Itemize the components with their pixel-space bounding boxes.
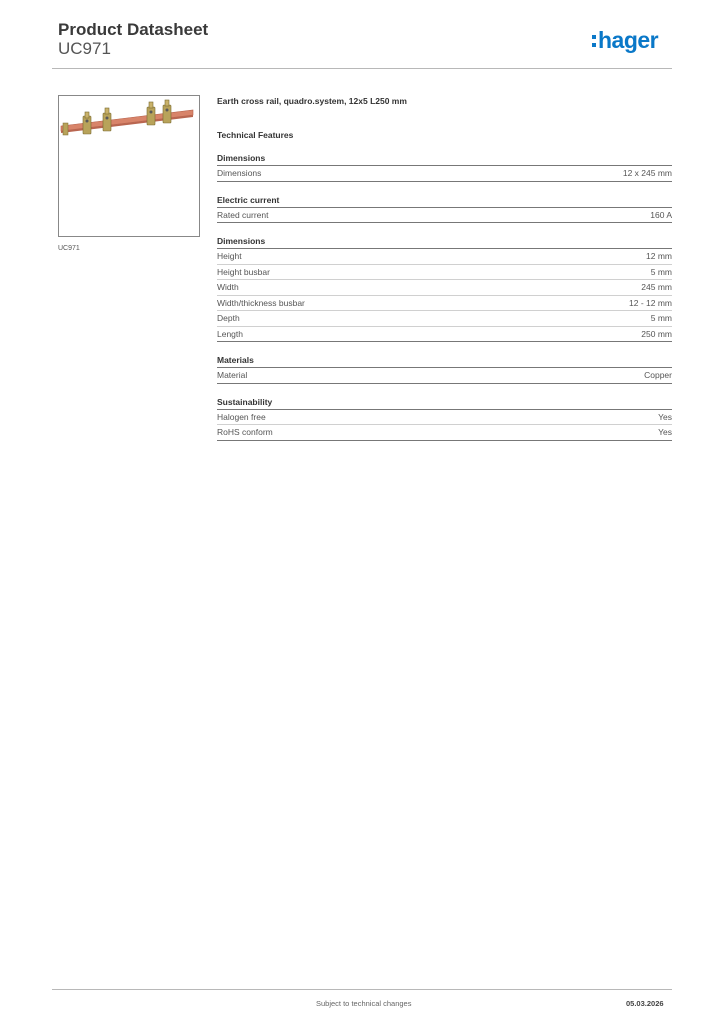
spec-value: 12 mm bbox=[646, 251, 672, 261]
spec-row bbox=[217, 208, 672, 224]
footer-note: Subject to technical changes bbox=[316, 999, 412, 1008]
product-image bbox=[58, 95, 200, 237]
spec-section bbox=[217, 236, 672, 342]
product-description: Earth cross rail, quadro.system, 12x5 L250 mm bbox=[217, 96, 407, 106]
page-title: Product Datasheet bbox=[58, 20, 209, 39]
spec-label: Depth bbox=[217, 313, 240, 323]
section-title: Sustainability bbox=[217, 397, 672, 410]
spec-sections bbox=[217, 153, 672, 441]
spec-row bbox=[217, 280, 672, 296]
spec-row bbox=[217, 368, 672, 384]
technical-features-heading: Technical Features bbox=[217, 130, 294, 140]
spec-label: Height busbar bbox=[217, 266, 270, 277]
spec-label: Dimensions bbox=[217, 168, 262, 178]
spec-row bbox=[217, 265, 672, 281]
spec-value: Yes bbox=[658, 411, 672, 422]
hager-logo bbox=[592, 29, 658, 52]
spec-value: 250 mm bbox=[641, 328, 672, 339]
spec-label: Material bbox=[217, 370, 248, 380]
spec-section bbox=[217, 195, 672, 224]
spec-label: Length bbox=[217, 328, 243, 339]
spec-row bbox=[217, 311, 672, 327]
spec-row bbox=[217, 410, 672, 426]
section-title: Dimensions bbox=[217, 153, 672, 166]
spec-value: 245 mm bbox=[641, 282, 672, 292]
spec-section bbox=[217, 153, 672, 182]
spec-row bbox=[217, 327, 672, 343]
earth-rail-illustration bbox=[59, 96, 199, 236]
spec-section bbox=[217, 355, 672, 384]
logo-dots-icon bbox=[592, 35, 596, 47]
spec-value: 160 A bbox=[650, 209, 672, 220]
spec-content bbox=[217, 96, 672, 441]
image-caption: UC971 bbox=[58, 245, 80, 252]
spec-value: Yes bbox=[658, 427, 672, 437]
product-code: UC971 bbox=[58, 39, 111, 58]
spec-row bbox=[217, 249, 672, 265]
spec-label: Rated current bbox=[217, 209, 269, 220]
section-title: Materials bbox=[217, 355, 672, 368]
spec-section bbox=[217, 397, 672, 441]
header-divider bbox=[52, 68, 672, 69]
spec-label: RoHS conform bbox=[217, 427, 273, 437]
spec-label: Height bbox=[217, 251, 242, 261]
spec-label: Width bbox=[217, 282, 239, 292]
logo-text: hager bbox=[598, 27, 659, 53]
spec-value: 5 mm bbox=[650, 266, 672, 277]
section-title: Dimensions bbox=[217, 236, 672, 249]
spec-value: 12 - 12 mm bbox=[629, 297, 672, 308]
spec-value: Copper bbox=[644, 370, 672, 380]
footer-divider bbox=[52, 989, 672, 990]
footer-date: 05.03.2026 bbox=[626, 999, 664, 1008]
spec-row bbox=[217, 166, 672, 182]
spec-value: 12 x 245 mm bbox=[622, 168, 672, 178]
spec-value: 5 mm bbox=[650, 313, 672, 323]
spec-label: Width/thickness busbar bbox=[217, 297, 305, 308]
section-title: Electric current bbox=[217, 195, 672, 208]
spec-row bbox=[217, 296, 672, 312]
spec-label: Halogen free bbox=[217, 411, 266, 422]
spec-row bbox=[217, 425, 672, 441]
